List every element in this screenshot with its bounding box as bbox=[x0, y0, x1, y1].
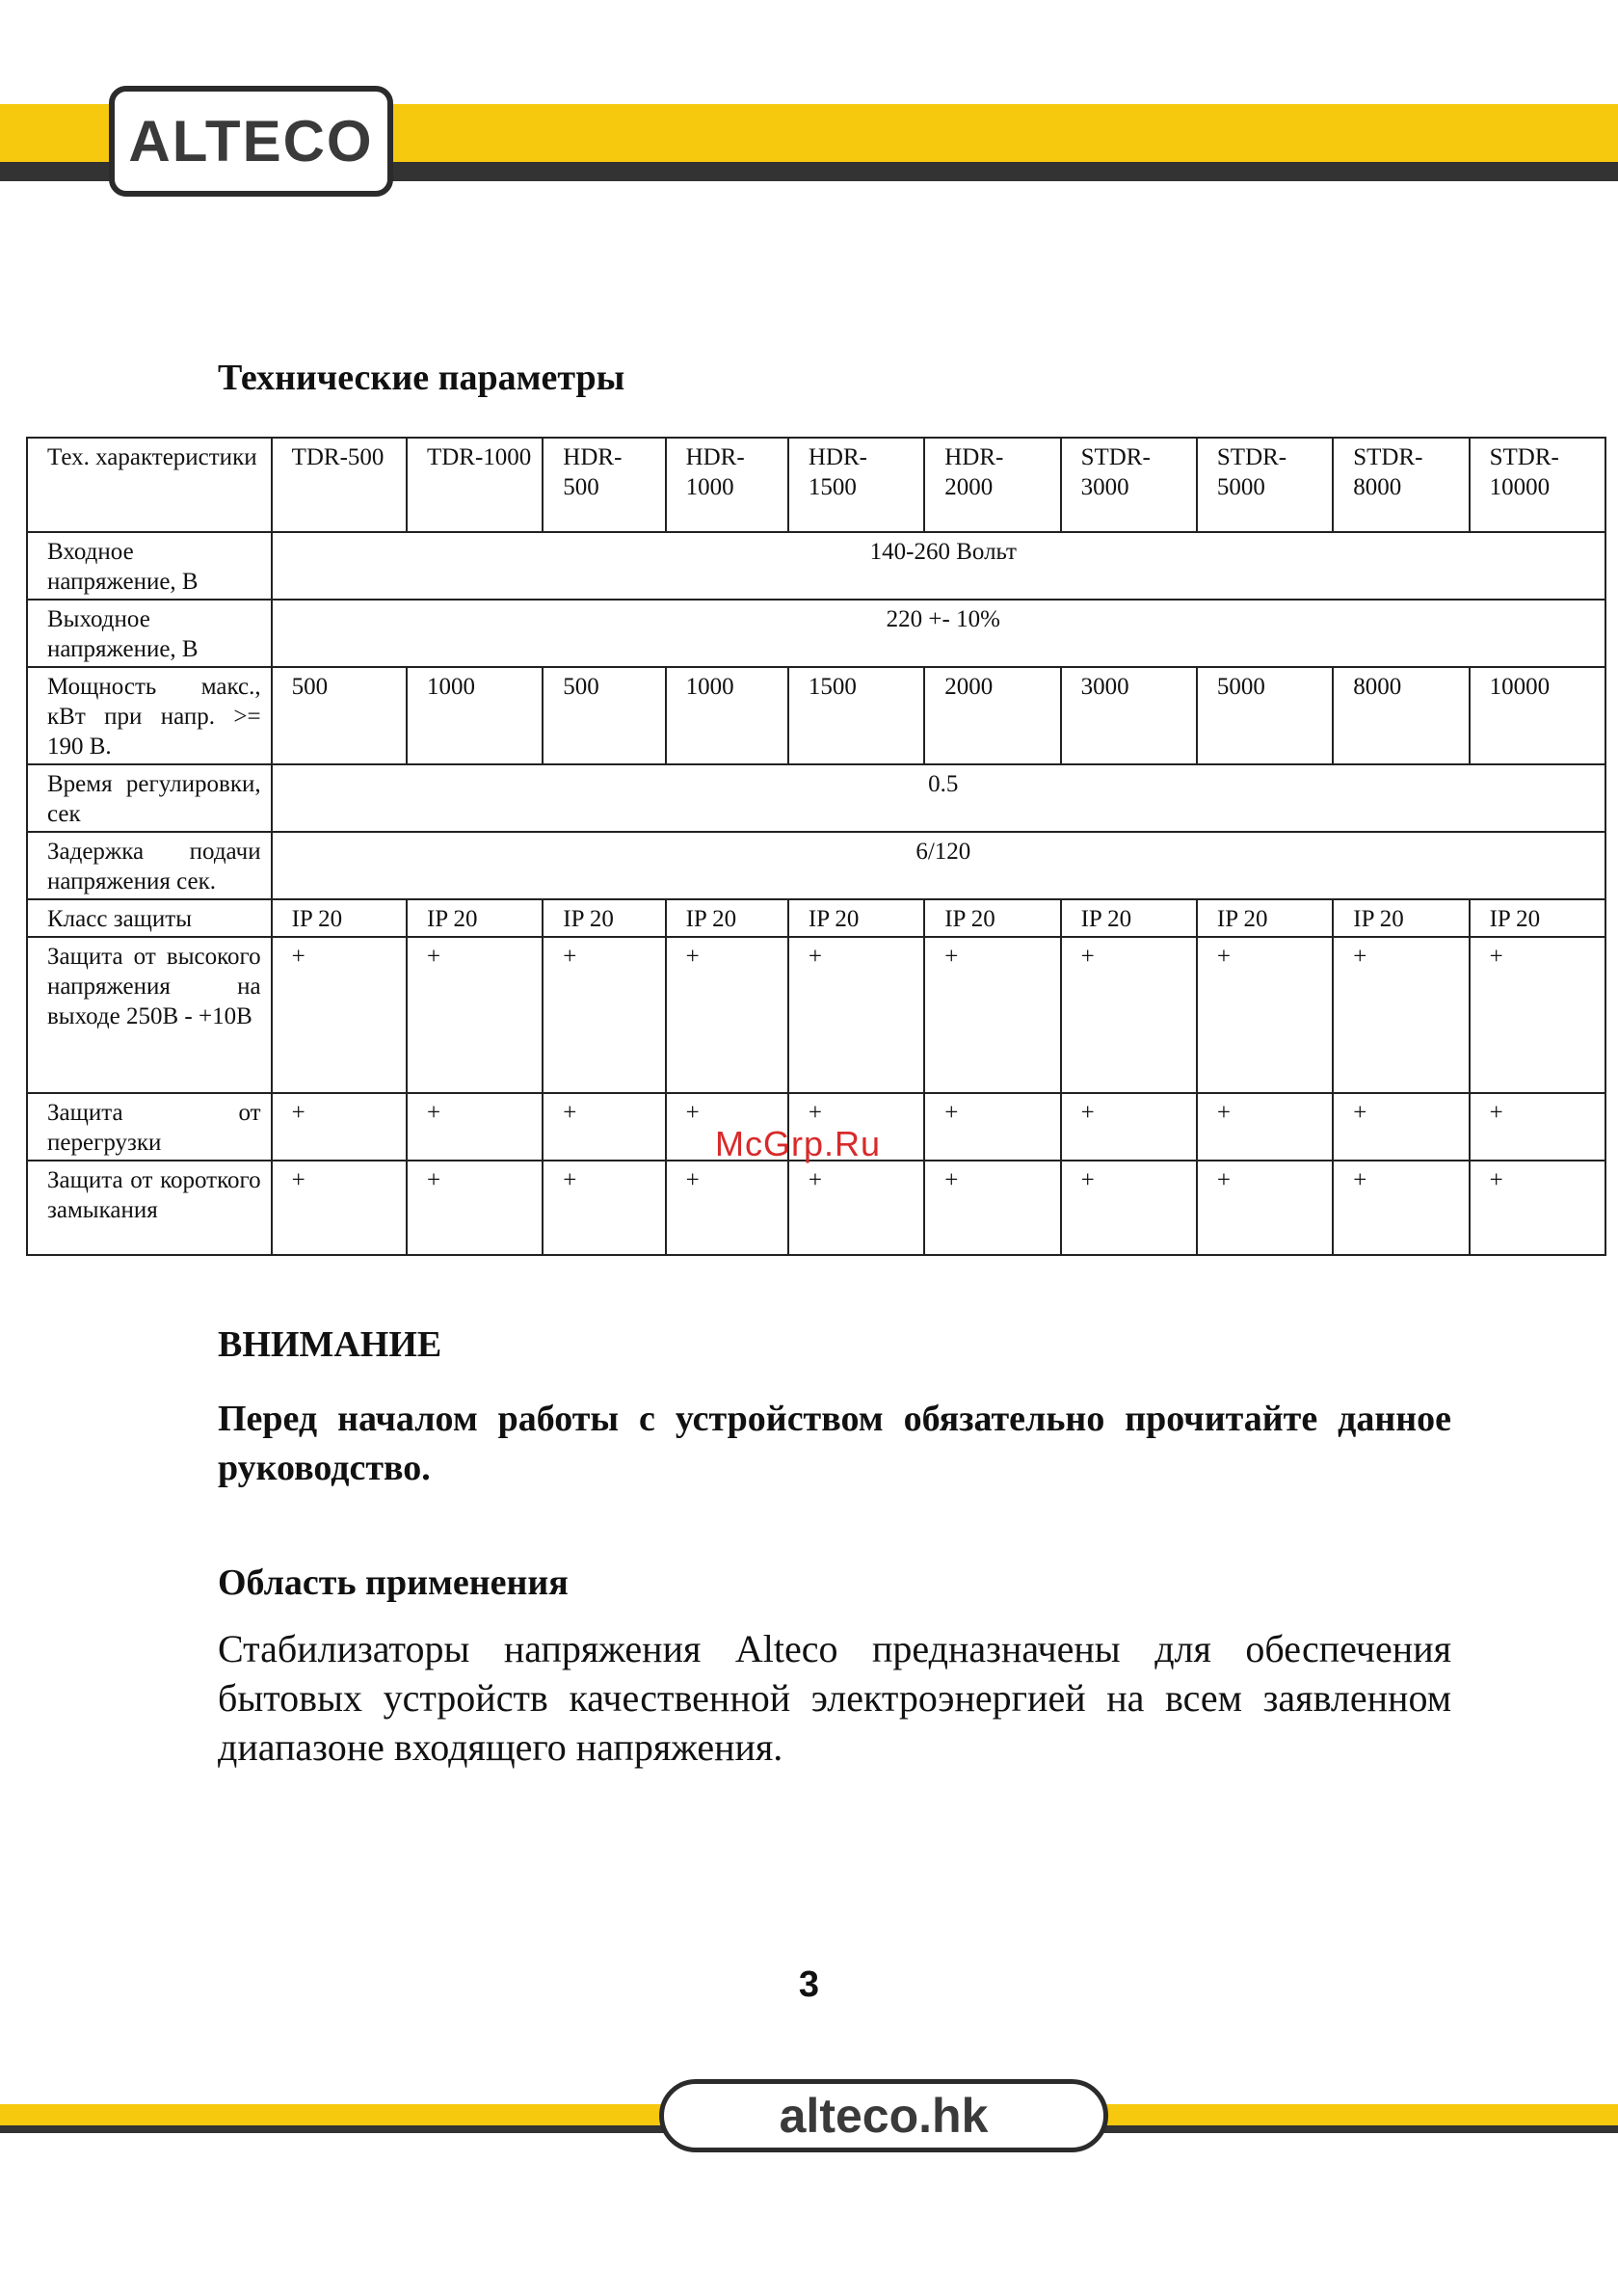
model-header-cell: HDR-1500 bbox=[788, 438, 924, 532]
value-cell: + bbox=[788, 1093, 924, 1161]
table-row bbox=[27, 667, 1605, 764]
row-label-cell: Задержка подачи напряжения сек. bbox=[27, 832, 272, 899]
value-cell: IP 20 bbox=[272, 899, 407, 937]
value-cell: + bbox=[1470, 1161, 1605, 1255]
model-header-cell: STDR-10000 bbox=[1470, 438, 1605, 532]
table-header-row bbox=[27, 438, 1605, 532]
value-cell: + bbox=[272, 1161, 407, 1255]
value-cell: + bbox=[1197, 1093, 1333, 1161]
row-label-cell: Защита от перегрузки bbox=[27, 1093, 272, 1161]
value-cell: 2000 bbox=[924, 667, 1060, 764]
value-cell: 1500 bbox=[788, 667, 924, 764]
section-title-specs: Технические параметры bbox=[218, 358, 625, 398]
table-row bbox=[27, 532, 1605, 600]
attention-text: Перед началом работы с устройством обязательно прочитайте данное руководство. bbox=[218, 1399, 1451, 1488]
model-header-cell: TDR-1000 bbox=[407, 438, 543, 532]
value-cell: + bbox=[788, 937, 924, 1093]
value-cell: 500 bbox=[272, 667, 407, 764]
row-label-cell: Защита от короткого замыкания bbox=[27, 1161, 272, 1255]
value-cell: + bbox=[543, 1161, 665, 1255]
value-cell: + bbox=[543, 937, 665, 1093]
value-cell: IP 20 bbox=[788, 899, 924, 937]
merged-value-cell: 0.5 bbox=[272, 764, 1605, 832]
value-cell: IP 20 bbox=[666, 899, 788, 937]
value-cell: + bbox=[1470, 937, 1605, 1093]
value-cell: + bbox=[1197, 1161, 1333, 1255]
value-cell: 1000 bbox=[666, 667, 788, 764]
scope-title: Область применения bbox=[218, 1562, 569, 1603]
row-label-cell: Мощность макс., кВт при напр. >= 190 В. bbox=[27, 667, 272, 764]
value-cell: + bbox=[1197, 937, 1333, 1093]
table-row bbox=[27, 832, 1605, 899]
model-header-cell: STDR-5000 bbox=[1197, 438, 1333, 532]
value-cell: IP 20 bbox=[1197, 899, 1333, 937]
model-header-cell: TDR-500 bbox=[272, 438, 407, 532]
model-header-cell: HDR-1000 bbox=[666, 438, 788, 532]
value-cell: 500 bbox=[543, 667, 665, 764]
scope-text: Стабилизаторы напряжения Alteco предназначены для обеспечения бытовых устройств качественной электроэнергией на всем заявленном диапазоне входящего напряжения. bbox=[218, 1627, 1451, 1769]
value-cell: IP 20 bbox=[543, 899, 665, 937]
value-cell: + bbox=[924, 1093, 1060, 1161]
table-corner-cell: Тех. характеристики bbox=[27, 438, 272, 532]
value-cell: 10000 bbox=[1470, 667, 1605, 764]
value-cell: 1000 bbox=[407, 667, 543, 764]
row-label-cell: Защита от высокого напряжения на выходе 250В - +10В bbox=[27, 937, 272, 1093]
value-cell: IP 20 bbox=[407, 899, 543, 937]
value-cell: + bbox=[272, 937, 407, 1093]
model-header-cell: HDR-500 bbox=[543, 438, 665, 532]
value-cell: + bbox=[1061, 937, 1197, 1093]
row-label-cell: Выходное напряжение, В bbox=[27, 600, 272, 667]
value-cell: + bbox=[407, 937, 543, 1093]
logo-text: ALTECO bbox=[128, 109, 374, 174]
value-cell: 5000 bbox=[1197, 667, 1333, 764]
value-cell: + bbox=[666, 937, 788, 1093]
model-header-cell: HDR-2000 bbox=[924, 438, 1060, 532]
table-row bbox=[27, 764, 1605, 832]
value-cell: + bbox=[666, 1161, 788, 1255]
value-cell: + bbox=[407, 1093, 543, 1161]
value-cell: IP 20 bbox=[924, 899, 1060, 937]
value-cell: + bbox=[1061, 1161, 1197, 1255]
value-cell: + bbox=[1333, 1093, 1469, 1161]
attention-title: ВНИМАНИЕ bbox=[218, 1324, 442, 1365]
value-cell: IP 20 bbox=[1333, 899, 1469, 937]
row-label-cell: Класс защиты bbox=[27, 899, 272, 937]
value-cell: 3000 bbox=[1061, 667, 1197, 764]
model-header-cell: STDR-3000 bbox=[1061, 438, 1197, 532]
table-row bbox=[27, 600, 1605, 667]
value-cell: + bbox=[924, 1161, 1060, 1255]
value-cell: + bbox=[788, 1161, 924, 1255]
merged-value-cell: 220 +- 10% bbox=[272, 600, 1605, 667]
value-cell: + bbox=[924, 937, 1060, 1093]
value-cell: + bbox=[666, 1093, 788, 1161]
value-cell: IP 20 bbox=[1470, 899, 1605, 937]
table-row bbox=[27, 937, 1605, 1093]
row-label-cell: Входное напряжение, В bbox=[27, 532, 272, 600]
value-cell: + bbox=[1333, 937, 1469, 1093]
page-number: 3 bbox=[798, 1964, 820, 2005]
merged-value-cell: 140-260 Вольт bbox=[272, 532, 1605, 600]
table-row bbox=[27, 1161, 1605, 1255]
value-cell: + bbox=[1333, 1161, 1469, 1255]
row-label-cell: Время регулировки, сек bbox=[27, 764, 272, 832]
value-cell: + bbox=[1470, 1093, 1605, 1161]
value-cell: 8000 bbox=[1333, 667, 1469, 764]
watermark: McGrp.Ru bbox=[715, 1124, 882, 1163]
model-header-cell: STDR-8000 bbox=[1333, 438, 1469, 532]
value-cell: + bbox=[1061, 1093, 1197, 1161]
website-badge[interactable] bbox=[659, 2079, 1108, 2152]
website-link[interactable]: alteco.hk bbox=[779, 2089, 989, 2143]
table-row bbox=[27, 899, 1605, 937]
merged-value-cell: 6/120 bbox=[272, 832, 1605, 899]
value-cell: + bbox=[407, 1161, 543, 1255]
value-cell: IP 20 bbox=[1061, 899, 1197, 937]
value-cell: + bbox=[543, 1093, 665, 1161]
value-cell: + bbox=[272, 1093, 407, 1161]
brand-logo bbox=[109, 86, 393, 197]
